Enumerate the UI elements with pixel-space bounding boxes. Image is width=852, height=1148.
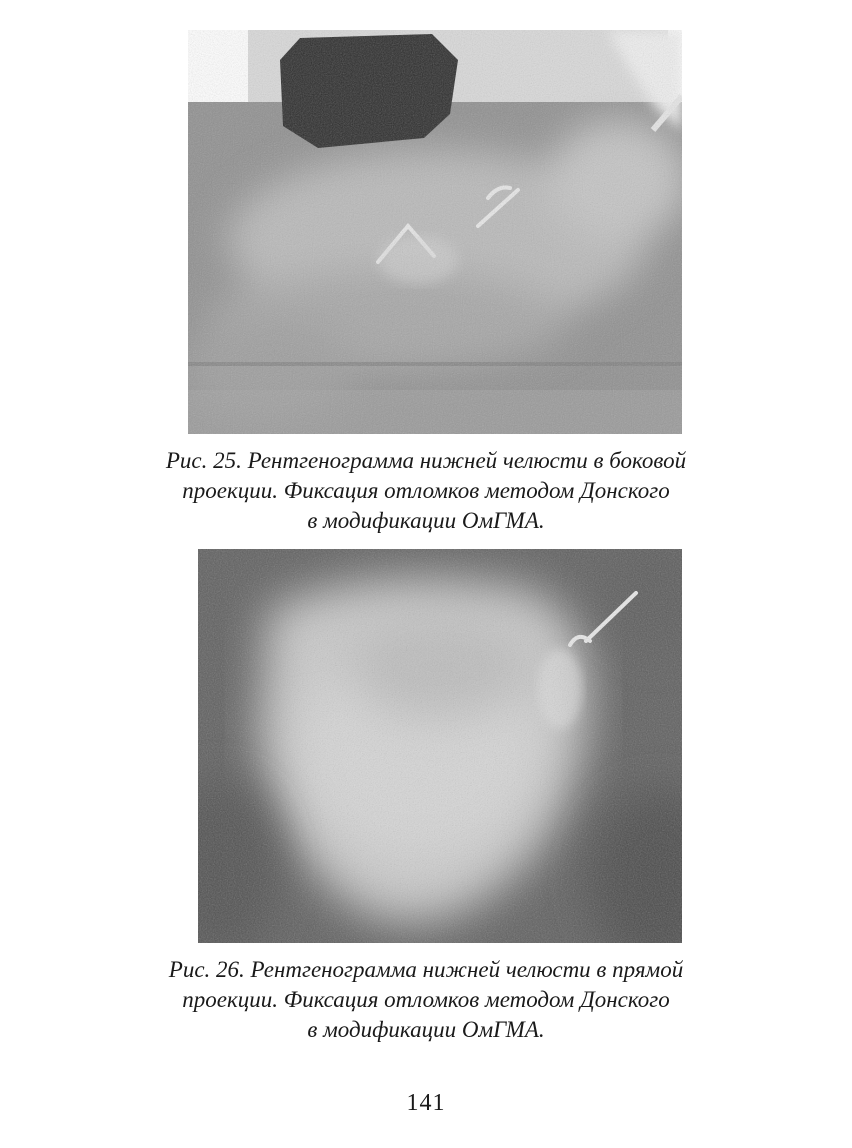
figure-26-caption [100, 955, 752, 1045]
caption-line: проекции. Фиксация отломков методом Донского [182, 987, 670, 1012]
page-number: 141 [406, 1090, 446, 1116]
caption-line: проекции. Фиксация отломков методом Донского [182, 478, 670, 503]
xray-frontal-image [198, 549, 682, 943]
caption-line: в модификации ОмГМА. [307, 508, 545, 533]
caption-line: Рис. 25. Рентгенограмма нижней челюсти в боковой [165, 448, 687, 473]
caption-line: Рис. 26. Рентгенограмма нижней челюсти в прямой [168, 957, 684, 982]
figure-25-caption [100, 446, 752, 536]
xray-lateral-image [188, 30, 682, 434]
caption-line: в модификации ОмГМА. [307, 1017, 545, 1042]
